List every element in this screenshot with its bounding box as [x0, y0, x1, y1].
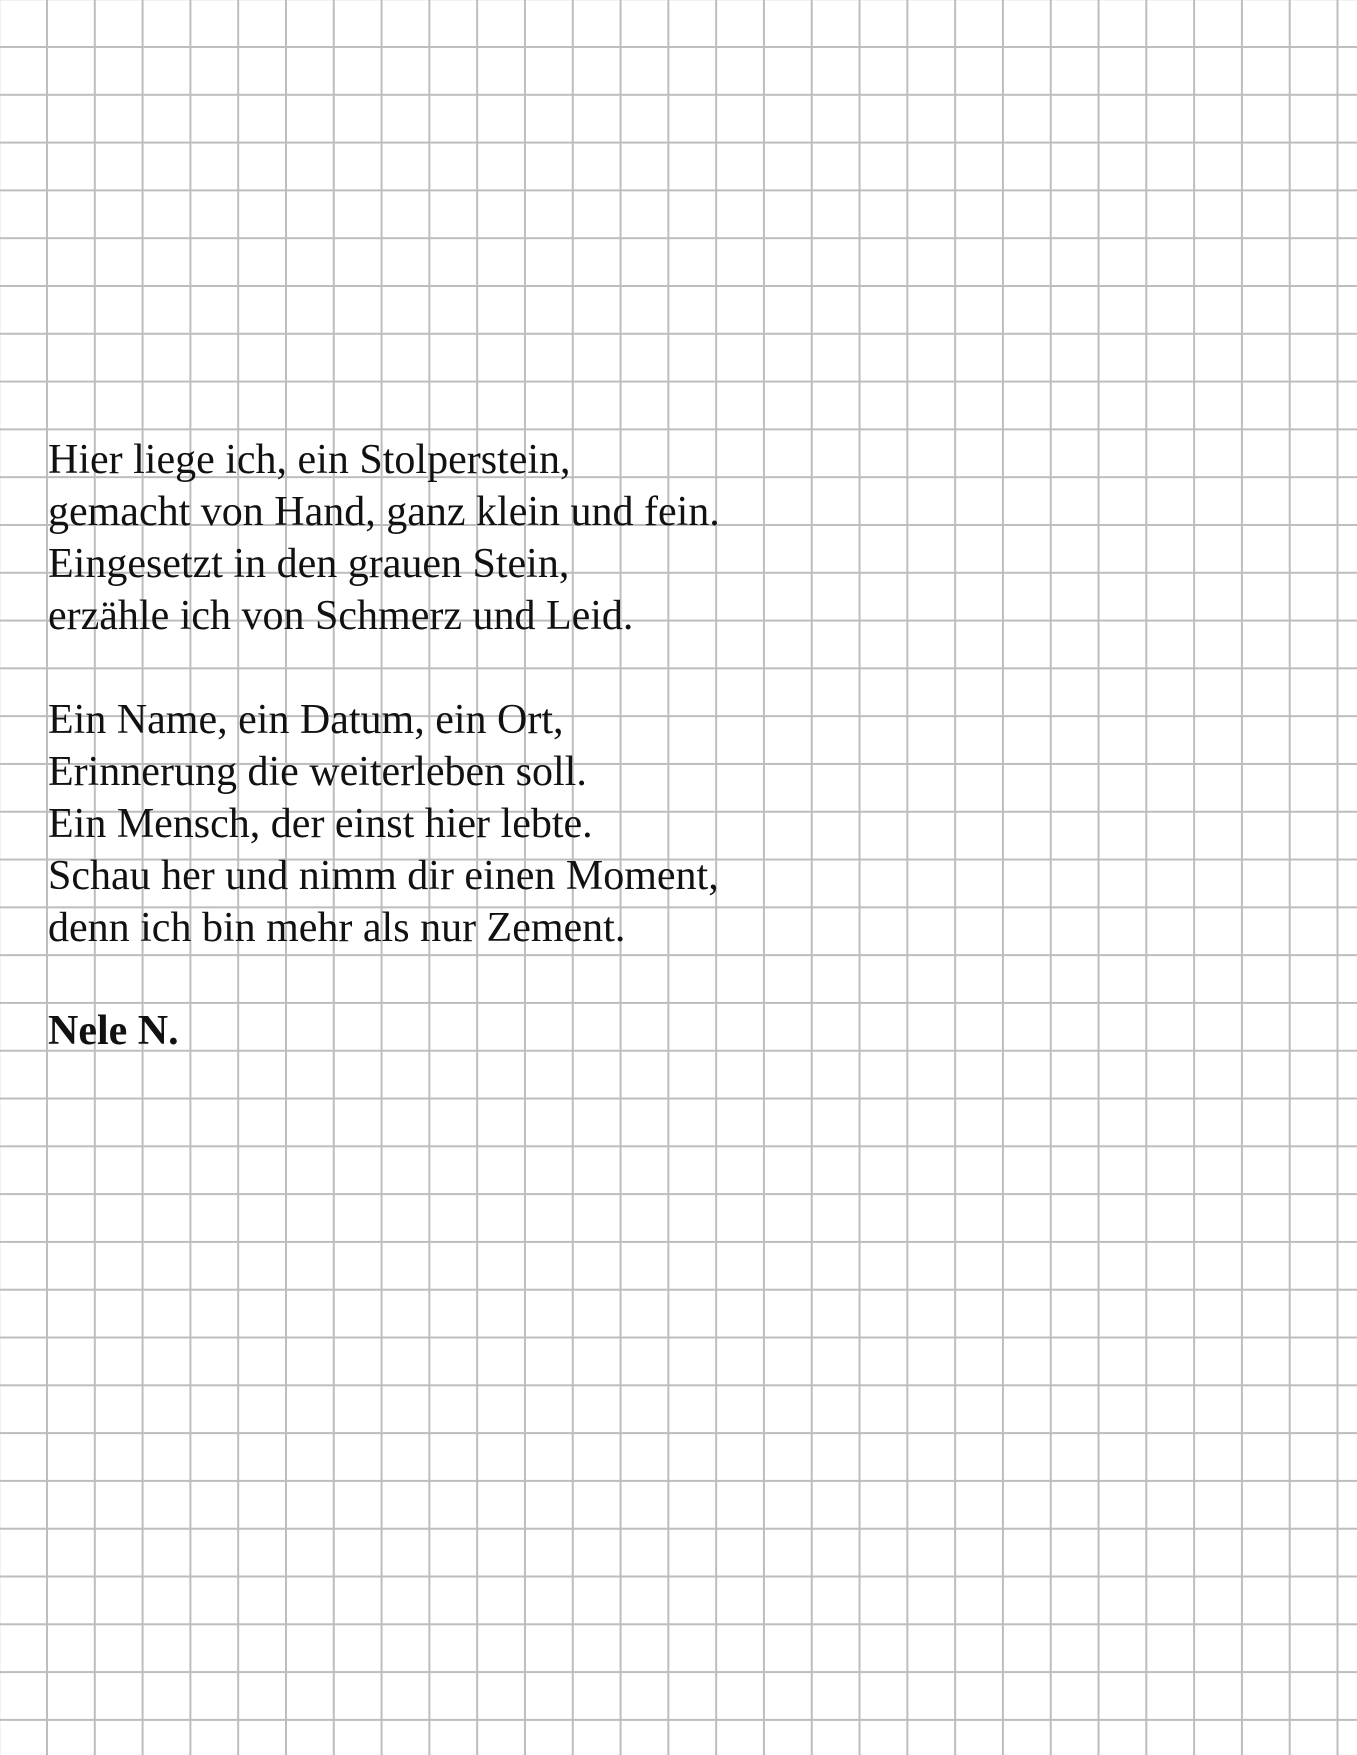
poem-line: Hier liege ich, ein Stolperstein,: [48, 437, 571, 483]
poem: [48, 434, 720, 1057]
stanza-2: [48, 694, 720, 954]
poem-line: erzähle ich von Schmerz und Leid.: [48, 593, 634, 639]
poem-line: Schau her und nimm dir einen Moment,: [48, 853, 719, 899]
poem-line: gemacht von Hand, ganz klein und fein.: [48, 489, 720, 535]
stanza-1: [48, 434, 720, 642]
author-name: Nele N.: [48, 1008, 179, 1054]
poem-line: Erinnerung die weiterleben soll.: [48, 749, 587, 795]
poem-line: Ein Name, ein Datum, ein Ort,: [48, 697, 564, 743]
poem-line: Eingesetzt in den grauen Stein,: [48, 541, 570, 587]
poem-line: denn ich bin mehr als nur Zement.: [48, 905, 626, 951]
poem-line: Ein Mensch, der einst hier lebte.: [48, 801, 593, 847]
